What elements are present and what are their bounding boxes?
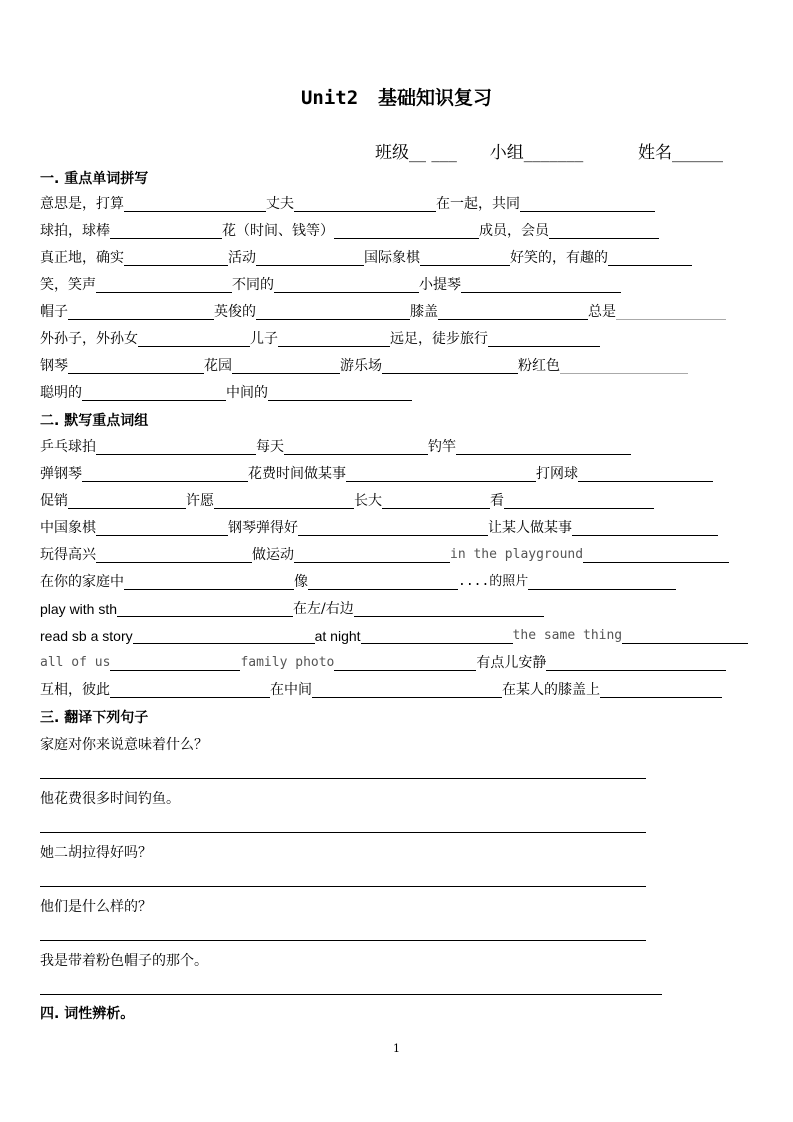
s2-term: at night	[314, 628, 361, 644]
s1-term: 球拍，球棒	[40, 223, 110, 239]
s2-term: 促销	[40, 493, 68, 509]
s1-term: 丈夫	[266, 196, 294, 212]
s2-term: 在你的家庭中	[40, 574, 124, 590]
s2-term: in the playground	[450, 547, 584, 562]
s2-term: 做运动	[252, 547, 294, 563]
s2-row-3	[40, 491, 654, 511]
answer-blank[interactable]	[456, 439, 631, 455]
answer-blank[interactable]	[382, 493, 490, 509]
answer-blank[interactable]	[284, 439, 428, 455]
s2-term: family photo	[240, 655, 335, 670]
s1-term: 钢琴	[40, 358, 68, 374]
answer-blank[interactable]	[334, 223, 479, 239]
s1-term: 远足，徒步旅行	[390, 331, 488, 347]
s1-row-4	[40, 275, 621, 295]
s2-term: play with sth	[40, 601, 118, 617]
answer-blank[interactable]	[294, 196, 436, 212]
s2-term: 钓竿	[428, 439, 456, 455]
s2-term: 在左/右边	[293, 601, 354, 617]
answer-blank[interactable]	[268, 385, 412, 401]
answer-line[interactable]	[40, 832, 646, 833]
title-unit: Unit2	[300, 87, 359, 109]
s2-row-2	[40, 464, 713, 484]
answer-blank[interactable]	[138, 331, 250, 347]
s2-term: 钢琴弹得好	[228, 520, 298, 536]
s2-term: 打网球	[536, 466, 578, 482]
name-blank[interactable]: ______	[672, 143, 724, 163]
answer-blank[interactable]	[133, 628, 315, 644]
translation-question: 他们是什么样的？	[40, 899, 152, 915]
section-2-heading: 二. 默写重点词组	[40, 413, 149, 429]
answer-blank[interactable]	[256, 250, 364, 266]
s1-row-8	[40, 383, 412, 403]
answer-blank[interactable]	[110, 655, 240, 671]
answer-blank[interactable]	[420, 250, 510, 266]
answer-blank[interactable]	[256, 304, 410, 320]
s1-term: 膝盖	[410, 304, 438, 320]
answer-blank[interactable]	[82, 385, 226, 401]
s1-term: 帽子	[40, 304, 68, 320]
s2-row-9	[40, 653, 726, 673]
s2-term: 每天	[256, 439, 284, 455]
answer-blank[interactable]	[298, 520, 488, 536]
answer-blank[interactable]	[354, 601, 544, 617]
s2-row-5	[40, 545, 729, 565]
s1-term: 意思是，打算	[40, 196, 124, 212]
answer-blank[interactable]	[96, 520, 228, 536]
s1-row-5	[40, 302, 726, 322]
translation-question: 他花费很多时间钓鱼。	[40, 791, 180, 807]
s1-term: 花园	[204, 358, 232, 374]
answer-blank[interactable]	[312, 682, 502, 698]
answer-blank[interactable]	[124, 196, 266, 212]
answer-blank[interactable]	[346, 466, 536, 482]
answer-blank[interactable]	[608, 250, 692, 266]
s1-term: 英俊的	[214, 304, 256, 320]
s2-term: 乒乓球拍	[40, 439, 96, 455]
answer-blank[interactable]	[504, 493, 654, 509]
answer-blank[interactable]	[214, 493, 354, 509]
s1-term: 花（时间、钱等）	[222, 223, 334, 239]
translation-question: 我是带着粉色帽子的那个。	[40, 953, 208, 969]
answer-blank[interactable]	[124, 250, 228, 266]
s1-term: 中间的	[226, 385, 268, 401]
s1-term: 粉红色	[518, 358, 560, 374]
s2-row-8	[40, 626, 748, 646]
s1-term: 好笑的，有趣的	[510, 250, 608, 266]
s1-row-1	[40, 194, 655, 214]
s1-term: 聪明的	[40, 385, 82, 401]
answer-blank[interactable]	[549, 223, 659, 239]
answer-blank[interactable]	[488, 331, 600, 347]
answer-blank[interactable]	[616, 304, 726, 320]
answer-blank[interactable]	[578, 466, 713, 482]
answer-blank[interactable]	[117, 601, 293, 617]
s2-term: 互相，彼此	[40, 682, 110, 698]
answer-blank[interactable]	[96, 547, 252, 563]
s2-row-4	[40, 518, 718, 538]
s1-row-3	[40, 248, 692, 268]
answer-blank[interactable]	[528, 574, 676, 590]
s1-term: 成员，会员	[479, 223, 549, 239]
translation-question: 她二胡拉得好吗？	[40, 845, 152, 861]
group-label: 小组	[489, 143, 524, 163]
s2-term: 看	[490, 493, 504, 509]
answer-blank[interactable]	[274, 277, 419, 293]
s1-term: 活动	[228, 250, 256, 266]
s1-row-2	[40, 221, 659, 241]
s2-term: the same thing	[512, 628, 623, 643]
s2-row-6	[40, 572, 676, 592]
answer-blank[interactable]	[583, 547, 729, 563]
answer-blank[interactable]	[334, 655, 476, 671]
answer-blank[interactable]	[232, 358, 340, 374]
s1-term: 笑，笑声	[40, 277, 96, 293]
s2-term: 长大	[354, 493, 382, 509]
answer-blank[interactable]	[600, 682, 722, 698]
page-number: 1	[393, 1042, 400, 1055]
answer-blank[interactable]	[278, 331, 390, 347]
name-label: 姓名	[638, 143, 673, 163]
s1-term: 真正地，确实	[40, 250, 124, 266]
answer-line[interactable]	[40, 886, 646, 887]
answer-line[interactable]	[40, 778, 646, 779]
class-label: 班级	[375, 143, 409, 163]
answer-line[interactable]	[40, 994, 662, 995]
answer-blank[interactable]	[560, 358, 688, 374]
s2-term: 许愿	[186, 493, 214, 509]
answer-blank[interactable]	[110, 223, 222, 239]
answer-blank[interactable]	[96, 277, 232, 293]
s1-term: 外孙子，外孙女	[40, 331, 138, 347]
s2-term: 花费时间做某事	[248, 466, 346, 482]
answer-blank[interactable]	[622, 628, 748, 644]
class-blank[interactable]: __ ___	[409, 143, 457, 163]
section-1-heading: 一. 重点单词拼写	[40, 171, 149, 187]
answer-blank[interactable]	[294, 547, 450, 563]
answer-blank[interactable]	[572, 520, 718, 536]
header-fields	[375, 138, 723, 163]
s1-term: 不同的	[232, 277, 274, 293]
s1-row-6	[40, 329, 600, 349]
answer-blank[interactable]	[96, 439, 256, 455]
s1-term: 总是	[588, 304, 616, 320]
translation-question: 家庭对你来说意味着什么？	[40, 737, 208, 753]
s2-row-1	[40, 437, 631, 457]
s2-term: 在中间	[270, 682, 312, 698]
answer-blank[interactable]	[361, 628, 513, 644]
s2-term: 玩得高兴	[40, 547, 96, 563]
s2-row-7	[40, 599, 544, 619]
answer-blank[interactable]	[68, 493, 186, 509]
s2-term: 有点儿安静	[476, 655, 547, 671]
answer-blank[interactable]	[520, 196, 655, 212]
answer-blank[interactable]	[308, 574, 458, 590]
answer-blank[interactable]	[82, 466, 248, 482]
answer-blank[interactable]	[68, 358, 204, 374]
answer-blank[interactable]	[546, 655, 726, 671]
answer-blank[interactable]	[461, 277, 621, 293]
answer-line[interactable]	[40, 940, 646, 941]
s1-row-7	[40, 356, 688, 376]
s2-row-10	[40, 680, 722, 700]
s2-term: ....的照片	[458, 574, 529, 589]
answer-blank[interactable]	[110, 682, 270, 698]
s1-term: 在一起，共同	[436, 196, 520, 212]
s2-term: read sb a story	[40, 628, 133, 644]
answer-blank[interactable]	[124, 574, 294, 590]
page-title	[0, 83, 793, 110]
s1-term: 国际象棋	[364, 250, 420, 266]
s2-term: 弹钢琴	[40, 466, 82, 482]
s1-term: 小提琴	[419, 277, 461, 293]
answer-blank[interactable]	[382, 358, 518, 374]
s2-term: all of us	[40, 655, 111, 670]
answer-blank[interactable]	[438, 304, 588, 320]
s2-term: 让某人做某事	[488, 520, 572, 536]
section-4-heading: 四. 词性辨析。	[40, 1006, 135, 1022]
group-blank[interactable]: _______	[523, 143, 584, 163]
s1-term: 儿子	[250, 331, 278, 347]
section-3-heading: 三. 翻译下列句子	[40, 710, 149, 726]
s1-term: 游乐场	[340, 358, 382, 374]
title-zh: 基础知识复习	[378, 87, 493, 109]
s2-term: 中国象棋	[40, 520, 96, 536]
s2-term: 在某人的膝盖上	[502, 682, 600, 698]
s2-term: 像	[294, 574, 308, 590]
answer-blank[interactable]	[68, 304, 214, 320]
